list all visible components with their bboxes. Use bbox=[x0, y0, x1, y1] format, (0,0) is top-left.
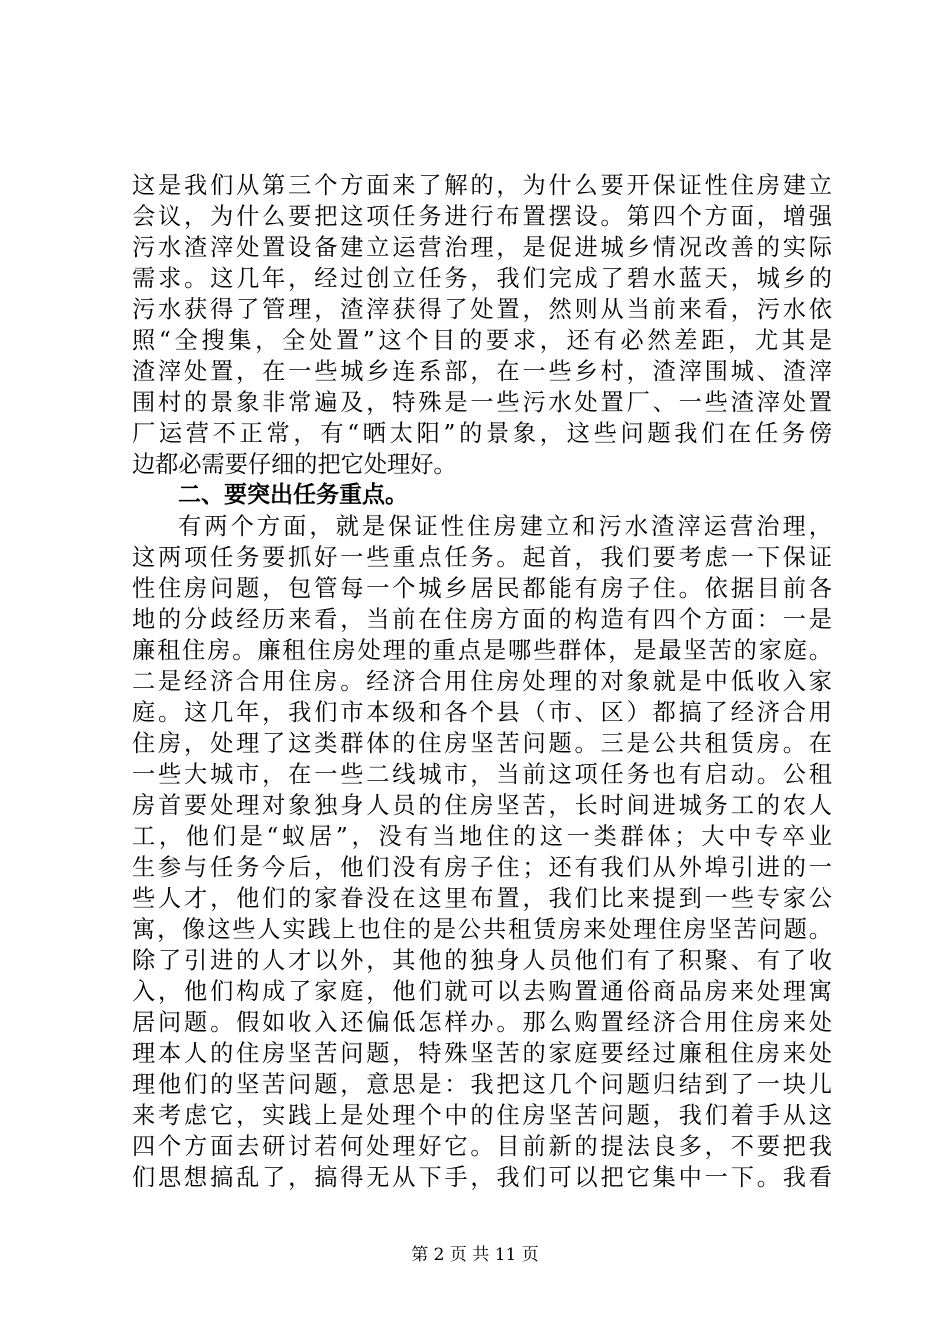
paragraph-1-line: 边都必需要仔细的把它处理好。 bbox=[132, 451, 457, 478]
paragraph-2-line: 廉租住房。廉租住房处理的重点是哪些群体，是最坚苦的家庭。 bbox=[132, 637, 832, 664]
paragraph-1-line: 污水获得了管理，渣滓获得了处置，然则从当前来看，污水依 bbox=[132, 296, 832, 323]
paragraph-2-line: 住房，处理了这类群体的住房坚苦问题。三是公共租赁房。在 bbox=[132, 730, 832, 757]
page-footer: 第 2 页 共 11 页 bbox=[411, 1245, 539, 1265]
paragraph-2-line: 庭。这几年，我们市本级和各个县（市、区）都搞了经济合用 bbox=[132, 699, 832, 726]
paragraph-1-line: 厂运营不正常，有“晒太阳”的景象，这些问题我们在任务傍 bbox=[132, 420, 832, 447]
paragraph-2-line: 些人才，他们的家眷没在这里布置，我们比来提到一些专家公 bbox=[132, 885, 832, 912]
paragraph-2-line: 一些大城市，在一些二线城市，当前这项任务也有启动。公租 bbox=[132, 761, 832, 788]
paragraph-1-line: 渣滓处置，在一些城乡连系部，在一些乡村，渣滓围城、渣滓 bbox=[132, 358, 832, 385]
paragraph-1-line: 需求。这几年，经过创立任务，我们完成了碧水蓝天，城乡的 bbox=[132, 265, 832, 292]
section-heading: 二、要突出任务重点。 bbox=[178, 482, 408, 508]
paragraph-2-line: 来考虑它，实践上是处理个中的住房坚苦问题，我们着手从这 bbox=[132, 1102, 832, 1129]
paragraph-2-line: 性住房问题，包管每一个城乡居民都能有房子住。依据目前各 bbox=[132, 575, 832, 602]
paragraph-2-line: 理本人的住房坚苦问题，特殊坚苦的家庭要经过廉租住房来处 bbox=[132, 1040, 832, 1067]
paragraph-2-line: 二是经济合用住房。经济合用住房处理的对象就是中低收入家 bbox=[132, 668, 832, 695]
paragraph-2-line: 工，他们是“蚁居”，没有当地住的这一类群体；大中专卒业 bbox=[132, 823, 832, 850]
paragraph-1-line: 这是我们从第三个方面来了解的，为什么要开保证性住房建立 bbox=[132, 172, 832, 199]
paragraph-2-line: 理他们的坚苦问题，意思是：我把这几个问题归结到了一块儿 bbox=[132, 1071, 832, 1098]
paragraph-2-line: 生参与任务今后，他们没有房子住；还有我们从外埠引进的一 bbox=[132, 854, 832, 881]
paragraph-1-line: 照“全搜集，全处置”这个目的要求，还有必然差距，尤其是 bbox=[132, 327, 832, 354]
paragraph-1-line: 会议，为什么要把这项任务进行布置摆设。第四个方面，增强 bbox=[132, 203, 832, 230]
paragraph-2-line: 寓，像这些人实践上也住的是公共租赁房来处理住房坚苦问题。 bbox=[132, 916, 832, 943]
paragraph-2-line: 地的分歧经历来看，当前在住房方面的构造有四个方面：一是 bbox=[132, 606, 832, 633]
paragraph-2-line: 这两项任务要抓好一些重点任务。起首，我们要考虑一下保证 bbox=[132, 544, 832, 571]
paragraph-2-line: 除了引进的人才以外，其他的独身人员他们有了积聚、有了收 bbox=[132, 947, 832, 974]
paragraph-1-line: 污水渣滓处置设备建立运营治理，是促进城乡情况改善的实际 bbox=[132, 234, 832, 261]
paragraph-2-line: 居问题。假如收入还偏低怎样办。那么购置经济合用住房来处 bbox=[132, 1009, 832, 1036]
document-body bbox=[132, 170, 832, 1193]
paragraph-1-line: 围村的景象非常遍及，特殊是一些污水处置厂、一些渣滓处置 bbox=[132, 389, 832, 416]
paragraph-2-line: 们思想搞乱了，搞得无从下手，我们可以把它集中一下。我看 bbox=[132, 1164, 832, 1191]
paragraph-2-line: 四个方面去研讨若何处理好它。目前新的提法良多，不要把我 bbox=[132, 1133, 832, 1160]
paragraph-2-line: 房首要处理对象独身人员的住房坚苦，长时间进城务工的农人 bbox=[132, 792, 832, 819]
paragraph-2-line: 有两个方面，就是保证性住房建立和污水渣滓运营治理， bbox=[178, 513, 832, 540]
paragraph-2-line: 入，他们构成了家庭，他们就可以去购置通俗商品房来处理寓 bbox=[132, 978, 832, 1005]
